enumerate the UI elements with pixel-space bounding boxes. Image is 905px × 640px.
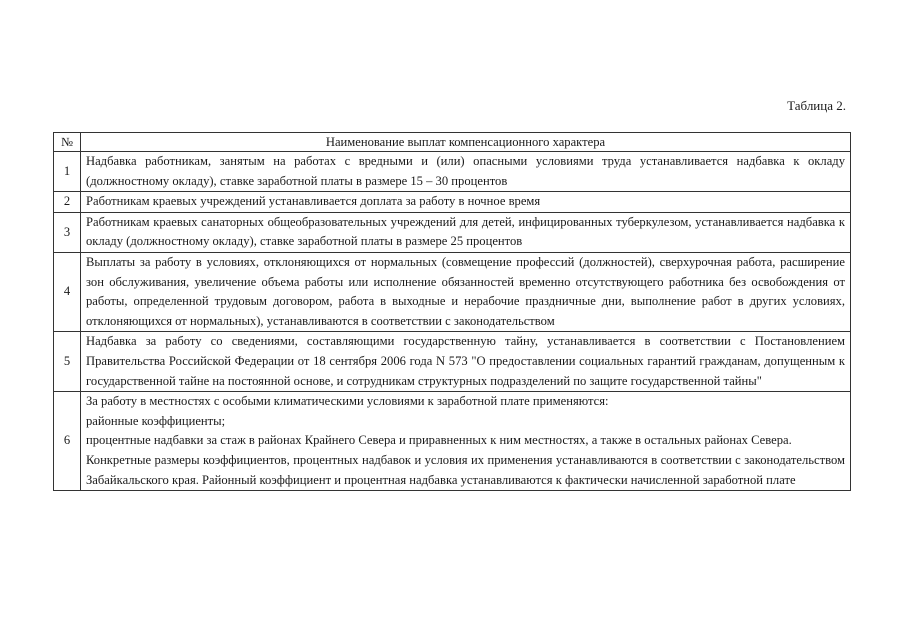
row-description xyxy=(81,392,851,491)
paragraph: Надбавка работникам, занятым на работах с вредными и (или) опасными условиями труда устанавливается надбавка к окладу (должностному окладу), ставке заработной платы в размере 15 – 30 процентов xyxy=(86,154,845,188)
row-description xyxy=(81,192,851,213)
table-row xyxy=(54,332,851,392)
row-description xyxy=(81,212,851,252)
paragraph: Работникам краевых учреждений устанавливается доплата за работу в ночное время xyxy=(86,194,541,209)
row-number: 4 xyxy=(54,252,81,331)
table-header-row xyxy=(54,133,851,152)
table-row xyxy=(54,252,851,331)
paragraph: Выплаты за работу в условиях, отклоняющихся от нормальных (совмещение профессий (должностей), сверхурочная работа, расширение зон обслуживания, увеличение объема работы или исполнение обязанностей временно отсутствующего работника без освобождения от работы, определенной трудовым договором, работа в выходные и нерабочие праздничные дни, выполнение работ в других условиях, отклоняющихся от нормальных), устанавливаются в соответствии с законодательством xyxy=(86,254,845,328)
row-description xyxy=(81,332,851,392)
paragraph: Работникам краевых санаторных общеобразовательных учреждений для детей, инфицированных туберкулезом, устанавливается надбавка к окладу (должностному окладу), ставке заработной платы в размере 25 процентов xyxy=(86,214,845,249)
paragraph: Конкретные размеры коэффициентов, процентных надбавок и условия их применения устанавливаются в соответствии с законодательством Забайкальского края. Районный коэффициент и процентная надбавка устанавливаются к фактически начисленной заработной плате xyxy=(86,452,845,487)
header-name: Наименование выплат компенсационного характера xyxy=(81,133,851,152)
header-number: № xyxy=(54,133,81,152)
table-row xyxy=(54,392,851,491)
table-row xyxy=(54,152,851,192)
paragraph: процентные надбавки за стаж в районах Крайнего Севера и приравненных к ним местностях, а также в остальных районах Севера. xyxy=(86,433,792,448)
row-number: 6 xyxy=(54,392,81,491)
row-number: 1 xyxy=(54,152,81,192)
paragraph: районные коэффициенты; xyxy=(86,413,226,428)
table-caption: Таблица 2. xyxy=(787,98,846,113)
compensation-payments-table xyxy=(53,132,851,491)
table-row xyxy=(54,212,851,252)
paragraph: Надбавка за работу со сведениями, составляющими государственную тайну, устанавливается в соответствии с Постановлением Правительства Российской Федерации от 18 сентября 2006 года N 573 "О предоставлении социальных гарантий гражданам, допущенным к государственной тайне на постоянной основе, и сотрудникам структурных подразделений по защите государственной тайны" xyxy=(86,334,845,388)
row-number: 2 xyxy=(54,192,81,213)
row-number: 5 xyxy=(54,332,81,392)
row-description xyxy=(81,152,851,192)
row-description xyxy=(81,252,851,331)
table-row xyxy=(54,192,851,213)
paragraph: За работу в местностях с особыми климатическими условиями к заработной плате применяются: xyxy=(86,394,609,409)
row-number: 3 xyxy=(54,212,81,252)
